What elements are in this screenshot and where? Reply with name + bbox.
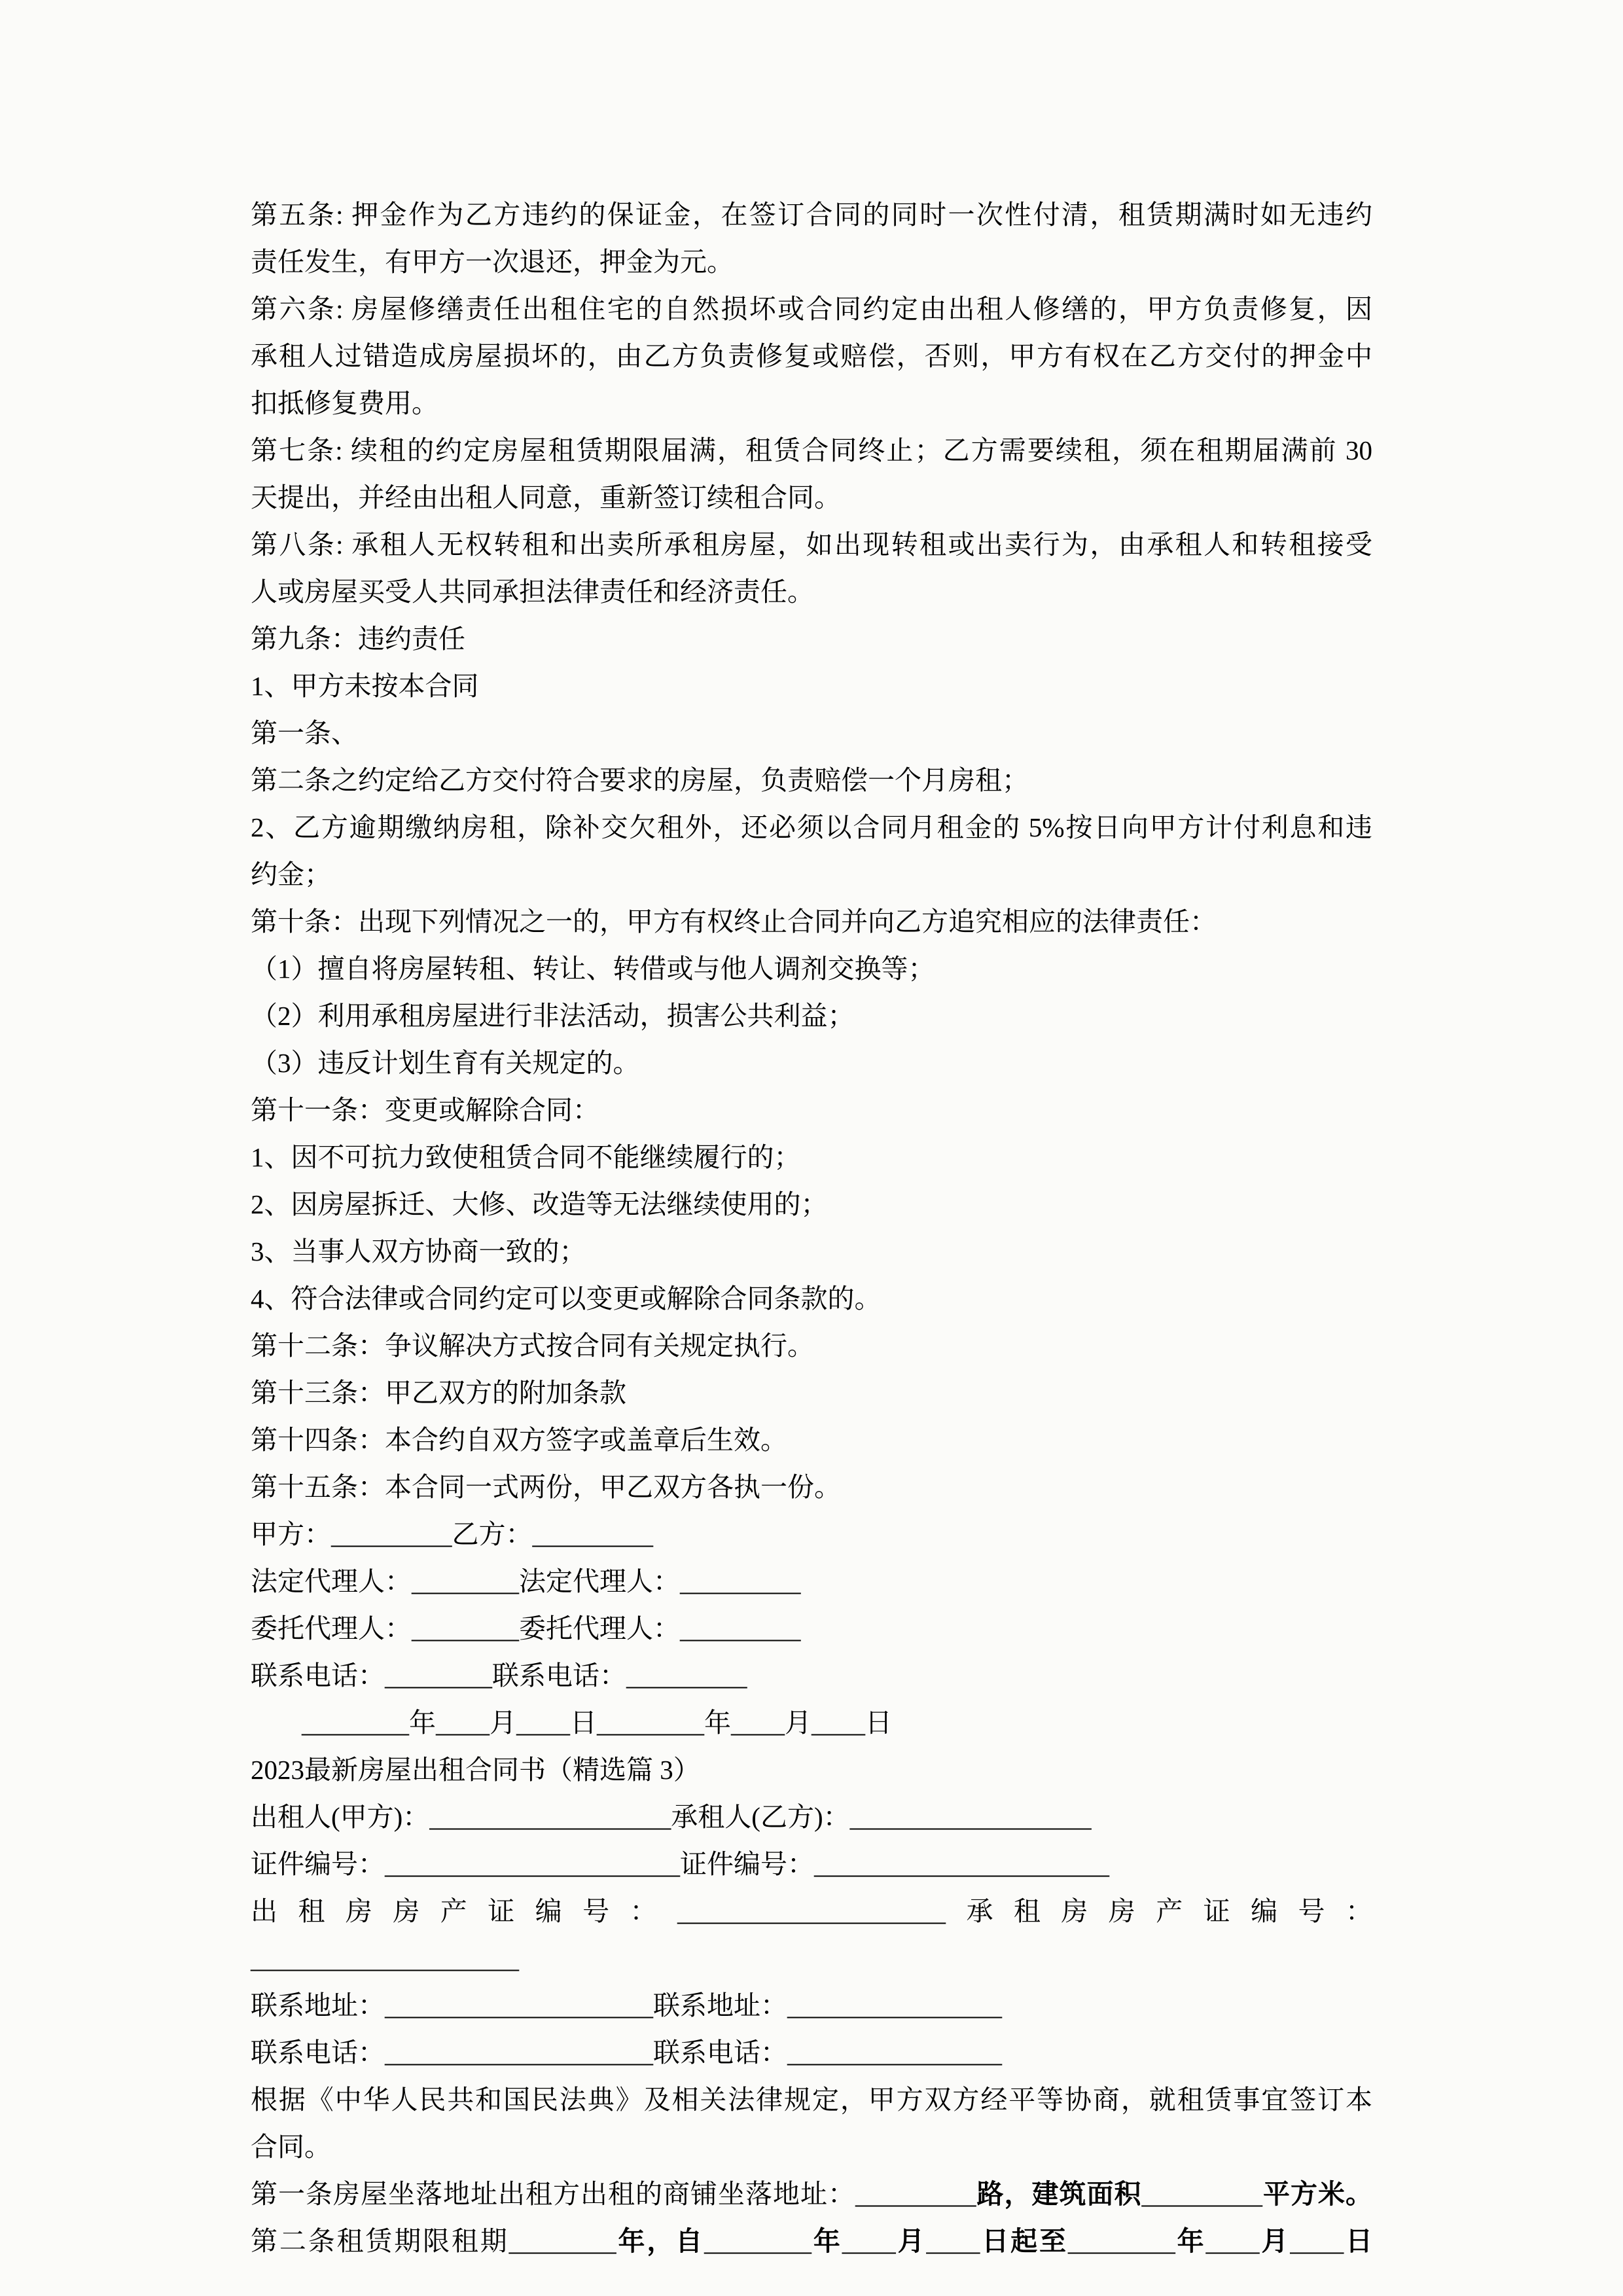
text-segment: 第九条：违约责任 xyxy=(251,624,465,654)
text-segment: 承租人过错造成房屋损坏的，由乙方负责修复或赔偿，否则，甲方有权在乙方交付的押金中 xyxy=(251,341,1372,371)
text-segment: 第七条: 续租的约定房屋租赁期限届满，租赁合同终止；乙方需要续租，须在租期届满前 30 xyxy=(251,435,1372,465)
text-line xyxy=(251,1746,1372,1793)
text-line xyxy=(251,1840,1372,1888)
text-segment: 4、符合法律或合同约定可以变更或解除合同条款的。 xyxy=(251,1283,882,1314)
text-segment: 委托代理人：________委托代理人：_________ xyxy=(251,1613,801,1643)
text-segment: 根据《中华人民共和国民法典》及相关法律规定，甲方双方经平等协商，就租赁事宜签订本 xyxy=(251,2085,1372,2115)
text-segment: ________年____月____日________年____月____日 xyxy=(302,1708,892,1738)
text-line xyxy=(251,238,1372,285)
text-line xyxy=(251,804,1372,851)
text-line xyxy=(251,1699,1372,1746)
text-line xyxy=(251,1228,1372,1275)
text-line xyxy=(251,1416,1372,1463)
text-segment: 2、乙方逾期缴纳房租，除补交欠租外，还必须以合同月租金的 5%按日向甲方计付利息和违 xyxy=(251,812,1372,842)
text-segment: 第二条之约定给乙方交付符合要求的房屋，负责赔偿一个月房租； xyxy=(251,765,1029,795)
text-segment: ____________________ xyxy=(251,1943,519,1973)
text-segment: 联系电话：________联系电话：_________ xyxy=(251,1660,747,1691)
text-segment: 第六条: 房屋修缮责任出租住宅的自然损坏或合同约定由出租人修缮的，甲方负责修复，因 xyxy=(251,294,1372,324)
text-segment: （3）违反计划生育有关规定的。 xyxy=(251,1048,640,1078)
bold-text-segment: 月 xyxy=(1259,2226,1291,2256)
text-segment: 1、因不可抗力致使租赁合同不能继续履行的； xyxy=(251,1142,801,1172)
text-segment: 第十二条：争议解决方式按合同有关规定执行。 xyxy=(251,1331,814,1361)
text-segment: ____ xyxy=(1205,2226,1260,2256)
text-line xyxy=(251,2123,1372,2170)
text-segment: 证件编号：______________________证件编号：______________________ xyxy=(251,1849,1109,1879)
text-segment: 人或房屋买受人共同承担法律责任和经济责任。 xyxy=(251,577,814,607)
text-segment: 第十四条：本合约自双方签字或盖章后生效。 xyxy=(251,1425,787,1455)
text-line xyxy=(251,568,1372,615)
text-line xyxy=(251,2076,1372,2123)
text-line xyxy=(251,1039,1372,1086)
text-segment: 第五条: 押金作为乙方违约的保证金，在签订合同的同时一次性付清，租赁期满时如无违约 xyxy=(251,200,1372,230)
text-line xyxy=(251,2170,1372,2217)
text-segment: 第八条: 承租人无权转租和出卖所承租房屋，如出现转租或出卖行为，由承租人和转租接受 xyxy=(251,529,1372,560)
text-line xyxy=(251,1888,1372,1935)
text-line xyxy=(251,898,1372,945)
text-segment: ____ xyxy=(1290,2226,1344,2256)
text-segment: 扣抵修复费用。 xyxy=(251,388,438,418)
text-line xyxy=(251,1369,1372,1416)
text-line xyxy=(251,1086,1372,1134)
bold-text-segment: 年 xyxy=(1175,2226,1206,2256)
text-line xyxy=(251,2029,1372,2076)
text-segment: 出租人(甲方)：__________________承租人(乙方)：__________________ xyxy=(251,1802,1092,1832)
text-segment: ________ xyxy=(1067,2226,1175,2256)
text-segment: 联系电话：____________________联系电话：________________ xyxy=(251,2037,1002,2068)
text-segment: 法定代理人：________法定代理人：_________ xyxy=(251,1566,801,1596)
text-line xyxy=(251,1652,1372,1699)
text-line xyxy=(251,332,1372,380)
text-line xyxy=(251,427,1372,474)
text-line xyxy=(251,851,1372,898)
bold-text-segment: 平方米。 xyxy=(1262,2179,1372,2209)
text-segment: 出租房房产证编号：____________________承租房房产证编号： xyxy=(251,1896,1372,1926)
document-lines xyxy=(251,191,1372,2265)
bold-text-segment: 日起至 xyxy=(980,2226,1068,2256)
text-segment: 联系地址：____________________联系地址：________________ xyxy=(251,1990,1002,2020)
text-segment: ____ xyxy=(842,2226,896,2256)
text-line xyxy=(251,945,1372,992)
text-segment: （1）擅自将房屋转租、转让、转借或与他人调剂交换等； xyxy=(251,954,935,984)
bold-text-segment: 年，自 xyxy=(616,2226,705,2256)
text-segment: 责任发生，有甲方一次退还，押金为元。 xyxy=(251,247,734,277)
text-line xyxy=(251,662,1372,709)
text-segment: 第二条租赁期限租期________ xyxy=(251,2226,616,2256)
bold-text-segment: 日 xyxy=(1344,2226,1373,2256)
text-segment: _________ xyxy=(1141,2179,1262,2209)
text-line xyxy=(251,615,1372,662)
text-segment: 甲方：_________乙方：_________ xyxy=(251,1519,653,1549)
bold-text-segment: 路，建筑面积 xyxy=(976,2179,1142,2209)
text-line xyxy=(251,1511,1372,1558)
text-segment: 第十条：出现下列情况之一的，甲方有权终止合同并向乙方追究相应的法律责任： xyxy=(251,906,1217,937)
text-line xyxy=(251,380,1372,427)
text-segment: ____ xyxy=(926,2226,980,2256)
text-line xyxy=(251,1793,1372,1840)
text-line xyxy=(251,285,1372,332)
text-segment: 1、甲方未按本合同 xyxy=(251,671,479,701)
text-line xyxy=(251,521,1372,568)
text-line xyxy=(251,709,1372,757)
text-segment: 第一条、 xyxy=(251,718,358,748)
text-segment: 3、当事人双方协商一致的； xyxy=(251,1236,586,1266)
text-line xyxy=(251,191,1372,238)
text-line xyxy=(251,1134,1372,1181)
text-segment: 约金； xyxy=(251,859,331,889)
text-line xyxy=(251,1982,1372,2029)
text-line xyxy=(251,1463,1372,1511)
text-segment: 第十一条：变更或解除合同： xyxy=(251,1095,599,1125)
text-line xyxy=(251,1935,1372,1982)
text-segment: ________ xyxy=(704,2226,812,2256)
text-segment: 合同。 xyxy=(251,2132,331,2162)
text-segment: 第十三条：甲乙双方的附加条款 xyxy=(251,1378,626,1408)
bold-text-segment: 月 xyxy=(895,2226,927,2256)
text-line xyxy=(251,757,1372,804)
text-line xyxy=(251,1275,1372,1322)
text-segment: 第十五条：本合同一式两份，甲乙双方各执一份。 xyxy=(251,1472,841,1502)
text-line xyxy=(251,2217,1372,2265)
text-segment: （2）利用承租房屋进行非法活动，损害公共利益； xyxy=(251,1001,855,1031)
text-line xyxy=(251,474,1372,521)
text-segment: 2、因房屋拆迁、大修、改造等无法继续使用的； xyxy=(251,1189,828,1219)
text-line xyxy=(251,1558,1372,1605)
bold-text-segment: 年 xyxy=(812,2226,842,2256)
text-line xyxy=(251,992,1372,1039)
text-segment: 2023最新房屋出租合同书（精选篇 3） xyxy=(251,1755,700,1785)
text-line xyxy=(251,1322,1372,1369)
text-line xyxy=(251,1181,1372,1228)
text-line xyxy=(251,1605,1372,1652)
text-segment: 天提出，并经由出租人同意，重新签订续租合同。 xyxy=(251,482,841,512)
text-segment: 第一条房屋坐落地址出租方出租的商铺坐落地址：_________ xyxy=(251,2179,976,2209)
